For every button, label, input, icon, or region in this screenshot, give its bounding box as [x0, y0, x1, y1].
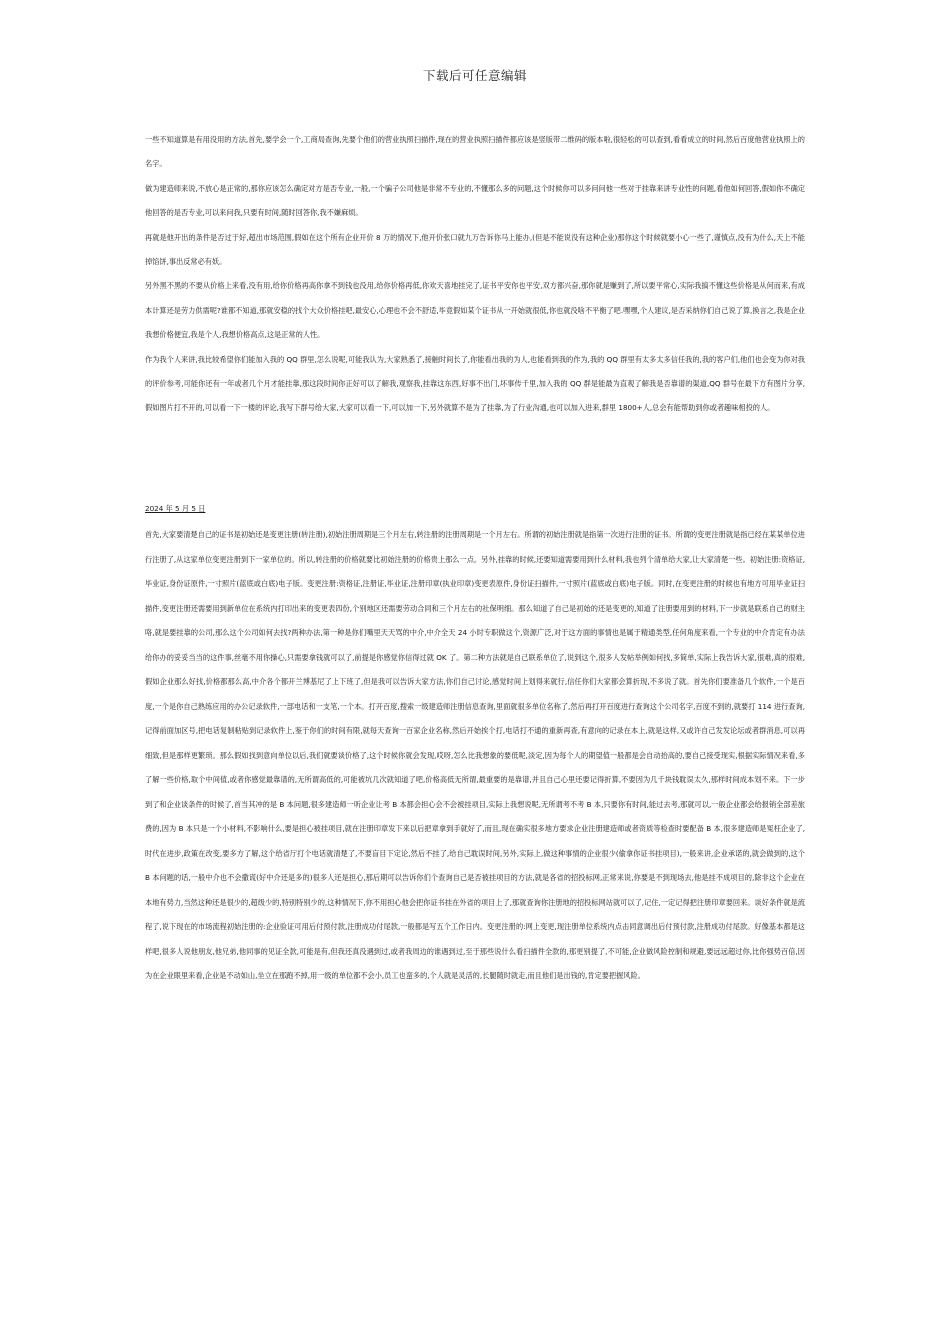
paragraph: 另外黑不黑的不要从价格上来看,没有用,给你价格再高你拿不到钱也没用,给你价格再低,你欢天喜地挂完了,证书平安你也平安,双方都兴奋,那你就是赚到了,所以要平常心,实际我搞不懂这些价格是从何而来,有成本计算还是劳力供需呢?谁都不知道,那就安稳的找个大众价格挂吧,最安心,心理也不会不舒适,毕竟假如某个证书从一开始就很低,你也就没啥不平衡了吧.嘿嘿,个人建议,是否采纳你们自己说了算,换言之,我是企业我想价格便宜,我是个人,我想价格高点,这是正常的人性。 [145, 281, 805, 340]
paragraph: 首先,大家要清楚自己的证书是初始还是变更注册(转注册),初始注册周期是三个月左右,转注册的注册周期是一个月左右。所谓的初始注册就是指第一次进行注册的证书。所谓的变更注册就是指已经在某某单位进行注册了,从这家单位变更注册到下一家单位的。所以,转注册的价格就要比初始注册的价格贵上那么一点。另外,挂靠的时候,还要知道需要用到什么材料,我也列个清单给大家,让大家清楚一些。初始注册:资格证,毕业证,身份证原件,一寸照片(蓝底或白底)电子版。变更注册:资格证,注册证,毕业证,注册印章(执业印章)变更表原件,身份证扫描件,一寸照片(蓝底或白底)电子版。同时,在变更注册的时候也有地方可用毕业证扫描件,变更注册还需要用到新单位在系统内打印出来的变更表四份,个别地区还需要劳动合同和三个月左右的社保明细。那么知道了自己是初始的还是变更的,知道了注册要用到的材料,下一步就是联系自己的财主咯,就是要挂靠的公司,那么这个公司如何去找?两种办法,第一种是你们嘴里天天骂的中介,中介全天 24 小时专职做这个,资源广泛,对于这方面的事情也是属于精通类型,任何角度来看,一个专业的中介肯定有办法给你办的妥妥当当的这件事,丝毫不用你操心,只需要拿钱就可以了,前提是你感觉你信得过就 OK 了。第二种方法就是自己联系单位了,说到这个,很多人发帖举例如何找,多简单,实际上我告诉大家,很难,真的很难,假如企业那么好找,价格都那么高,中介各个都开兰博基尼了上下班了,但是我可以告诉大家方法,你们自己讨论,感觉时间上划得来就行,信任你们大家都会算折现,不多说了就。首先你们要准备几个软件,一个是百度,一个是你自己熟练应用的办公记录软件,一部电话和一支笔,一个本。打开百度,搜索一级建造师注册信息查询,里面就很多单位名称了,然后再打开百度进行查询这个公司名字,百度不到的,就要打 114 进行查询,记得前面加区号,把电话复制粘贴到记录软件上,鉴于你们的时间有限,就每天查询一百家企业名称,然后开始挨个打,电话打不通的重新再查,有意向的记录在本上,就是这样,又或许自己发发论坛或者群消息,可以再细致,但是那样更繁琐。那么假如找到意向单位以后,我们就要谈价格了,这个时候你就会发现,哎呀,怎么比我想象的要低呢,淡定,因为每个人的期望值一般都是会自动抬高的,要自己接受现实,根据实际情况来看,多了解一些价格,取个中间值,或者你感觉最靠谱的,无所谓高低的,可能被坑几次就知道了吧,价格高低无所谓,最重要的是靠谱,并且自己心里还要记得折算,不要因为几千块钱耽误太久,那样时间成本划不来。下一步到了和企业谈条件的时候了,首当其冲的是 B 本问题,很多建造师一听企业让考 B 本都会担心会不会被挂项目,实际上我想说呢,无所谓考不考 B 本,只要你有时间,能过去考,那就可以,一般企业都会给报销全部差旅费的,因为 B 本只是一个小材料,不影响什么,要是担心被挂项目,就在注册印章发下来以后把章拿到手就好了,而且,现在确实很多地方要求企业注册建造师或者资质等检查时要配备 B 本,很多建造师是冤枉企业了,时代在进步,政策在改变,要多方了解,这个给省厅打个电话就清楚了,不要盲目下定论,然后不挂了,给自己耽误时间,另外,实际上,做这种事情的企业很少(偷拿你证书挂项目),一般来讲,企业承诺的,就会做到的,这个 B 本问题的话,一般中介也不会撒谎(好中介还是多的)很多人还是担心,那后期可以告诉你们个查询自己是否被挂项目的方法,就是各省的招投标网,正常来说,你要是不到现场去,他是挂不成项目的,除非这个企业在本地有势力,当然这种还是很少的,超级少的,特别特别少的,这种情况下,你不用担心他会把你证书挂在外省的项目上了,那就查询你注册地的招投标网站就可以了,记住,一定记得把注册印章要回来。谈好条件就是流程了,说下现在的市场流程初始注册的:企业验证可用后付预付款,注册成功付尾款,一般都是写五个工作日内。变更注册的:网上变更,现注册单位系统内点击同意调出后付预付款,注册成功付尾款。好像基本都是这样吧,很多人说他朋友,他兄弟,他同事的见证全款,可能是有,但我还真没遇到过,或者我周边的谁遇到过,至于那些说什么看扫描件全款的,那更别提了,不可能,企业做风险控制和规避,要远远超过你,比你强势百倍,因为在企业眼里来看,企业是不动如山,坐立在那跑不掉,用一级的单位都不会小,员工也蛮多的,个人就是灵活的,长腿随时就走,而且他们是出钱的,肯定要把握风险。 [145, 530, 805, 980]
paragraph: 做为建造师来说,不放心是正常的,那你应该怎么确定对方是否专业,一般,一个骗子公司他是非常不专业的,不懂那么多的问题,这个时候你可以多问问他一些对于挂靠来讲专业性的问题,看他如何回答,假如你不确定他回答的是否专业,可以来问我,只要有时间,随时回答你,我不嫌麻烦。 [145, 183, 805, 218]
paragraph: 再就是他开出的条件是否过于好,超出市场范围,假如在这个所有企业开价 8 万的情况下,他开价张口就九万告诉你马上能办,(但是不能说没有这种企业)那你这个时候就要小心一些了,谨慎点,没有为什么,天上不能掉馅饼,事出反常必有妖。 [145, 232, 805, 267]
paragraph: 作为我个人来讲,我比较希望你们能加入我的 QQ 群里,怎么说呢,可能我认为,大家熟悉了,接触时间长了,你能看出我的为人,也能看到我的作为,我的 QQ 群里有太多太多信任我的,我的客户们,他们也会变为你对我的评价参考,可能你还有一年或者几个月才能挂靠,那这段时间你正好可以了解我,观察我,挂靠这东西,好事不出门,坏事传千里,加入我的 QQ 群是能最为直观了解我是否靠谱的渠道,QQ 群号在最下方有图片分享,假如图片打不开的,可以看一下一楼的评论,我写下群号给大家,大家可以看一下,可以加一下,另外就算不是为了挂靠,为了行业沟通,也可以加入进来,群里 1800+人,总会有能帮助到你或者趣味相投的人。 [145, 354, 805, 413]
page-header: 下载后可任意编辑 [422, 68, 527, 83]
paragraph: 一些不知道算是有用没用的方法,首先,要学会一个,工商局查询,先要个他们的营业执照扫描件,现在的营业执照扫描件都应该是竖版带二维码的版本啦,很轻松的可以查到,看看成立的时间,然后百度他营业执照上的名字。 [145, 135, 805, 169]
section-main [145, 523, 805, 989]
date-heading: 2024 年 5 月 5 日 [145, 504, 206, 513]
section-intro [145, 128, 805, 421]
